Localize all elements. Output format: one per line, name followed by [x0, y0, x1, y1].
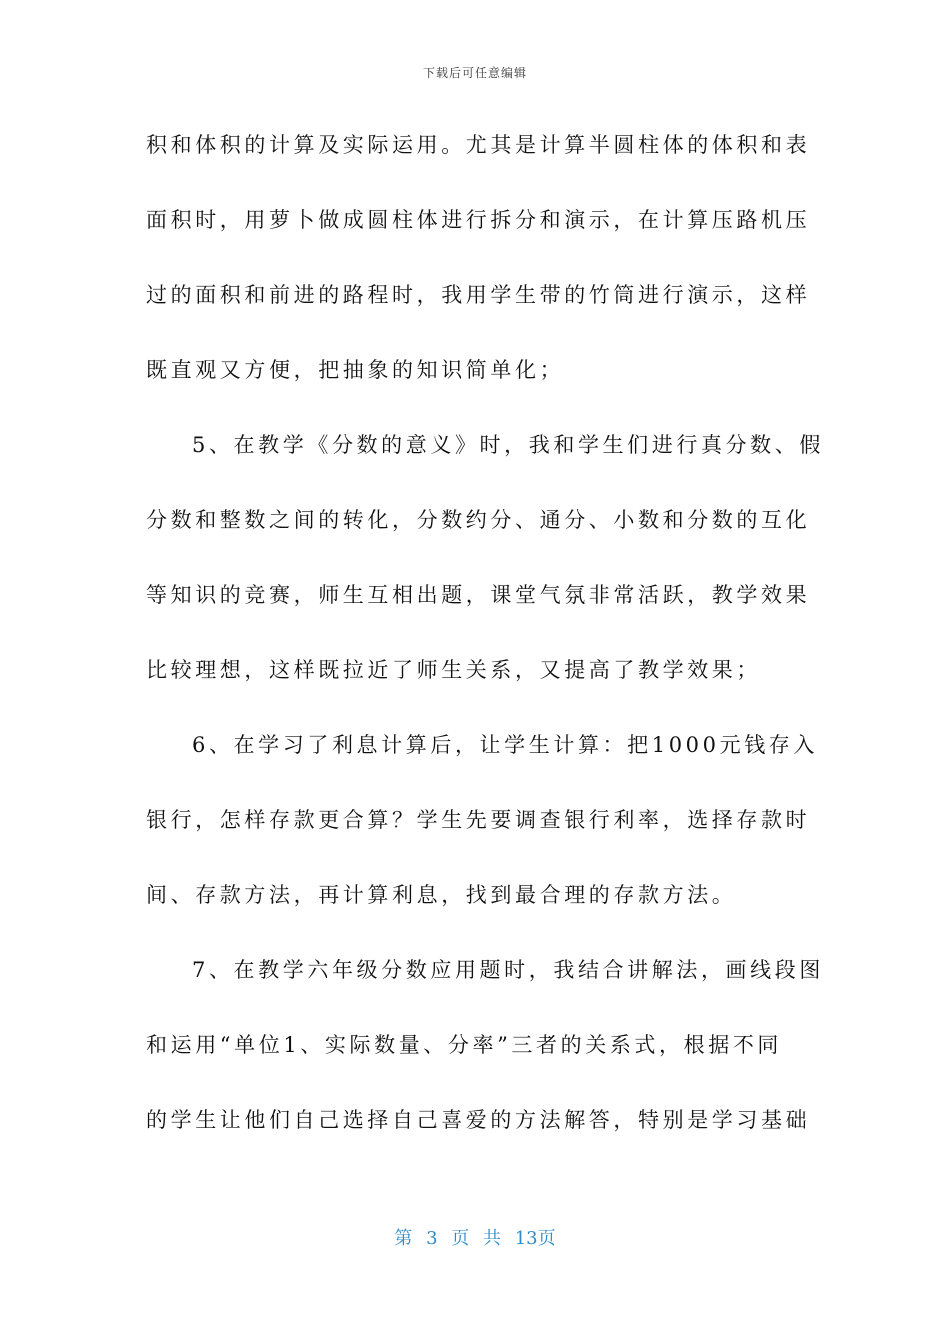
- text-line: 比较理想，这样既拉近了师生关系，又提高了教学效果；: [146, 658, 761, 682]
- text-line: 既直观又方便，把抽象的知识简单化；: [146, 358, 565, 382]
- paragraph-6-start: 6、在学习了利息计算后，让学生计算：把1000元钱存入: [192, 733, 819, 757]
- text-line: 等知识的竞赛，师生互相出题，课堂气氛非常活跃，教学效果: [146, 583, 811, 607]
- text-line: 和运用“单位1、实际数量、分率”三者的关系式，根据不同: [146, 1033, 783, 1057]
- paragraph-5-start: 5、在教学《分数的意义》时，我和学生们进行真分数、假: [192, 433, 824, 457]
- text-line: 积和体积的计算及实际运用。尤其是计算半圆柱体的体积和表: [146, 133, 811, 157]
- text-line: 的学生让他们自己选择自己喜爱的方法解答，特别是学习基础: [146, 1108, 811, 1132]
- text-line: 分数和整数之间的转化，分数约分、通分、小数和分数的互化: [146, 508, 811, 532]
- text-line: 面积时，用萝卜做成圆柱体进行拆分和演示，在计算压路机压: [146, 208, 811, 232]
- text-line: 过的面积和前进的路程时，我用学生带的竹筒进行演示，这样: [146, 283, 811, 307]
- page-footer: 第 3 页 共 13页: [394, 1228, 556, 1249]
- document-body: [146, 118, 824, 1168]
- text-line: 银行，怎样存款更合算？学生先要调查银行利率，选择存款时: [146, 808, 811, 832]
- page-header: 下载后可任意编辑: [422, 66, 527, 80]
- paragraph-7-start: 7、在教学六年级分数应用题时，我结合讲解法，画线段图: [192, 958, 824, 982]
- text-line: 间、存款方法，再计算利息，找到最合理的存款方法。: [146, 883, 737, 907]
